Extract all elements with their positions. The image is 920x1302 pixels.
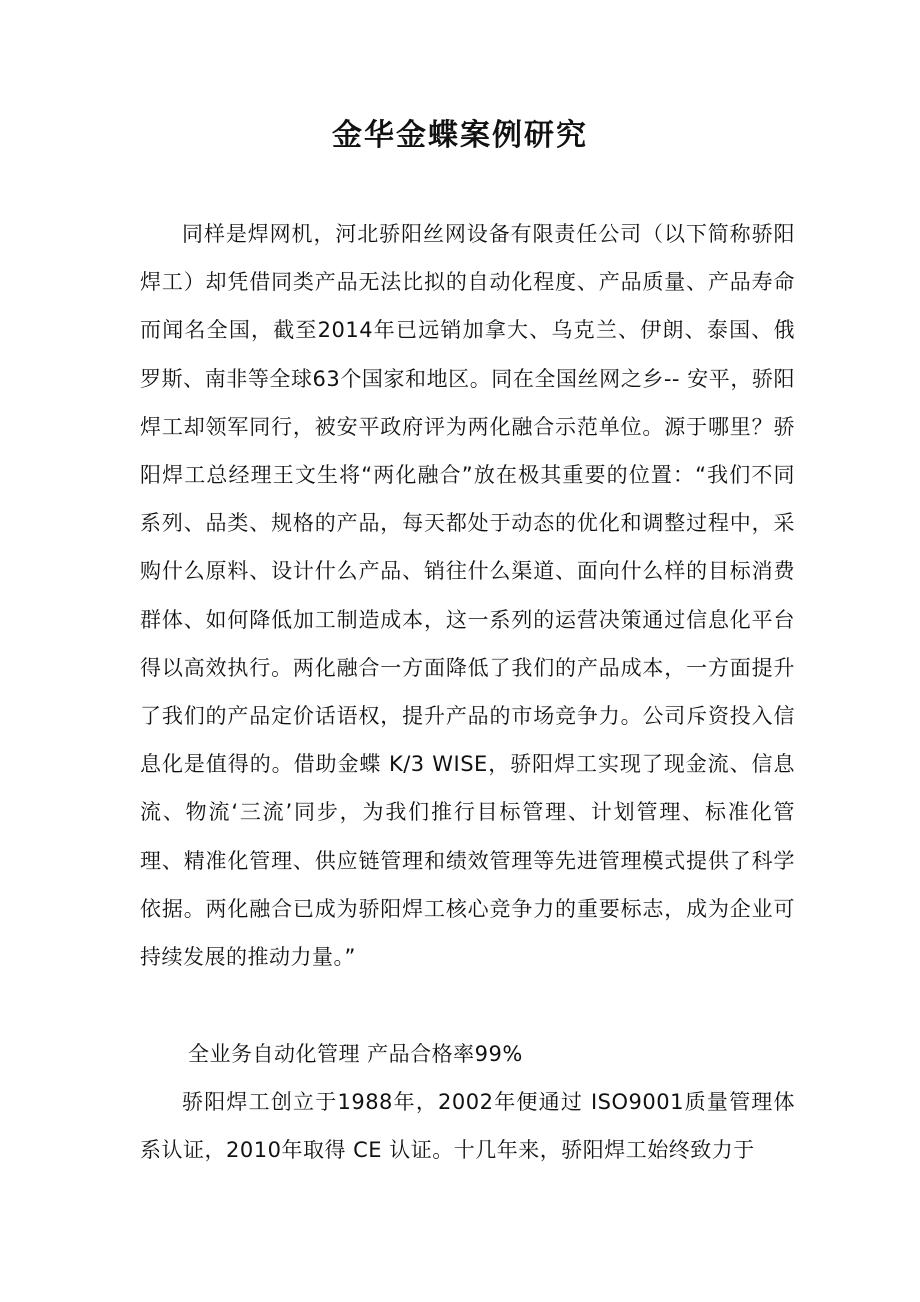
document-title: 金华金蝶案例研究 — [332, 118, 588, 153]
body-paragraph-1: 同样是焊网机，河北骄阳丝网设备有限责任公司（以下简称骄阳焊工）却凭借同类产品无法比拟的自动化程度、产品质量、产品寿命而闻名全国，截至2014年已远销加拿大、乌克兰、伊朗、泰国、俄罗斯、南非等全球63个国家和地区。同在全国丝网之乡-- 安平，骄阳焊工却领军同行，被安平政府评为两化融合示范单位。源于哪里？骄阳焊工总经理王文生将“两化融合”放在极其重要的位置：“我们不同系列、品类、规格的产品，每天都处于动态的优化和调整过程中，采购什么原料、设计什么产品、销往什么渠道、面向什么样的目标消费群体、如何降低加工制造成本，这一系列的运营决策通过信息化平台得以高效执行。两化融合一方面降低了我们的产品成本，一方面提升了我们的产品定价话语权，提升产品的市场竞争力。公司斥资投入信息化是值得的。借助金蝶 K/3 WISE，骄阳焊工实现了现金流、信息流、物流‘三流’同步，为我们推行目标管理、计划管理、标准化管理、精准化管理、供应链管理和绩效管理等先进管理模式提供了科学依据。两化融合已成为骄阳焊工核心竞争力的重要标志，成为企业可持续发展的推动力量。” — [140, 222, 795, 970]
section-subheading: 全业务自动化管理 产品合格率99% — [188, 1042, 523, 1066]
body-paragraph-2: 骄阳焊工创立于1988年，2002年便通过 ISO9001质量管理体系认证，2010年取得 CE 认证。十几年来，骄阳焊工始终致力于 — [140, 1090, 795, 1163]
